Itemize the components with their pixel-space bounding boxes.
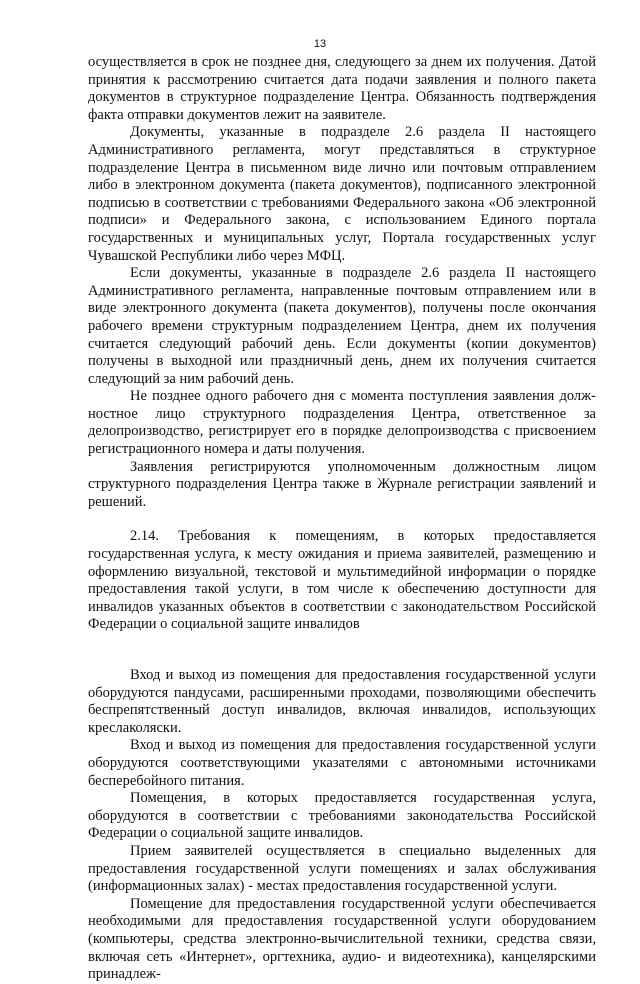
paragraph-registration-deadline: Не позднее одного рабочего дня с момента поступления заявления должностное лицо структурного подразделения Центра, ответственное за делопроизводство, регистрирует его в порядке делопроизводства с присвоением регистрационного номера и даты получения. [88,388,596,458]
paragraph-premises-equipment: Помещения, в которых предоставляется государственная услуга, оборудуются в соответствии с требованиями законодательства Российской Федерации о социальной защите инвалидов. [88,790,596,842]
paragraph-office-equipment: Помещение для предоставления государственной услуги обеспечивается необходимыми для предоставления государственной услуги оборудованием (компьютеры, средства электронно-вычислительной техники, средства связи, включая сеть «Интернет», оргтехника, аудио- и видеотехника), канцелярскими принадлеж- [88,895,596,983]
paragraph-documents-receipt-date: Если документы, указанные в подразделе 2.6 раздела II настоящего Административного регламента, направленные почтовым отправлением или в виде электронного документа (пакета документов), получены после окончания рабочего времени структурным подразделением Центра, днем их получения считается следующий рабочий день. Если документы (копии документов) получены в выходной или праздничный день, днем их получения считается следующий за ним рабочий день. [88,265,596,387]
paragraph-registration-journal: Заявления регистрируются уполномоченным должностным лицом структурного подразделения Центра также в Журнале регистрации заявлений и решений. [88,458,596,510]
page-number: 13 [313,38,327,50]
paragraph-documents-submission: Документы, указанные в подразделе 2.6 раздела II настоящего Административного регламента, могут представляться в структурное подразделение Центра в письменном виде лично или почтовым отправлением либо в электронном документа (пакета документов), подписанного электронной подписью в соответствии с требованиями Федерального закона «Об электронной подписи» и Федерального закона, с использованием Единого портала государственных и муниципальных услуг, Портала государственных услуг Чувашской Республики либо через МФЦ. [88,124,596,264]
section-heading-2-14: 2.14. Требования к помещениям, в которых предоставляется государственная услуга, к месту ожидания и приема заявителей, размещению и оформлению визуальной, текстовой и мультимедийной информации о порядке предоставления такой услуги, в том числе к обеспечению доступности для инвалидов указанных объектов в соответствии с законодательством Российской Федерации о социальной защите инвалидов [88,528,596,633]
paragraph-ramps: Вход и выход из помещения для предоставления государственной услуги оборудуются пандусами, расширенными проходами, позволяющими обеспечить беспрепятственный доступ инвалидов, включая инвалидов, использующих креслаколяски. [88,667,596,736]
paragraph-reception-halls: Прием заявителей осуществляется в специально выделенных для предоставления государственной услуги помещениях и залах обслуживания (информационных залах) - местах предоставления государственной услуги. [88,842,596,895]
document-body [88,54,596,984]
paragraph-signage: Вход и выход из помещения для предоставления государственной услуги оборудуются соответствующими указателями с автономными источниками бесперебойного питания. [88,737,596,789]
paragraph-continuation: осуществляется в срок не позднее дня, следующего за днем их получения. Датой принятия к рассмотрению считается дата подачи заявления и полного пакета документов в структурное подразделение Центра. Обязанность подтверждения факта отправки документов лежит на заявителе. [88,54,596,123]
